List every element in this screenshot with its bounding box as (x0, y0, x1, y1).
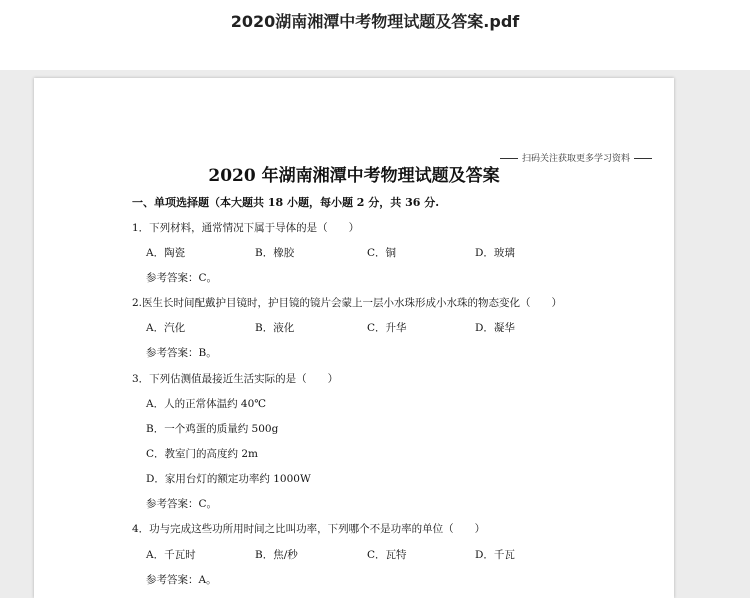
pdf-page (34, 78, 674, 598)
q2-option-d: D．凝华 (475, 322, 515, 334)
section-heading: 一、单项选择题（本大题共 18 小题，每小题 2 分，共 36 分. (132, 196, 440, 209)
q3-option-c: C．教室门的高度约 2m (146, 448, 259, 460)
question-4: 4．功与完成这些功所用时间之比叫功率，下列哪个不是功率的单位（ ） (132, 523, 486, 535)
dash-right (634, 158, 652, 159)
q2-option-a: A．汽化 (146, 322, 186, 334)
q2-option-b: B．液化 (255, 322, 295, 334)
q1-option-d: D．玻璃 (475, 247, 515, 259)
question-3: 3．下列估测值最接近生活实际的是（ ） (132, 373, 339, 385)
dash-left (500, 158, 518, 159)
viewer-titlebar (0, 0, 750, 70)
question-2: 2.医生长时间配戴护目镜时，护目镜的镜片会蒙上一层小水珠形成小水珠的物态变化（ ） (132, 297, 563, 309)
page-title: 2020 年湖南湘潭中考物理试题及答案 (208, 166, 500, 186)
q3-option-b: B．一个鸡蛋的质量约 500g (146, 423, 279, 435)
q3-answer: 参考答案：C。 (146, 498, 218, 510)
q1-option-a: A．陶瓷 (146, 247, 186, 259)
q4-option-b: B．焦/秒 (255, 549, 298, 561)
q4-option-c: C．瓦特 (367, 549, 407, 561)
q1-answer: 参考答案：C。 (146, 272, 218, 284)
q1-option-c: C．铜 (367, 247, 397, 259)
q1-option-b: B．橡胶 (255, 247, 295, 259)
q4-option-a: A．千瓦时 (146, 549, 196, 561)
q4-option-d: D．千瓦 (475, 549, 515, 561)
q3-option-a: A．人的正常体温约 40℃ (146, 398, 267, 410)
document-filename: 2020湖南湘潭中考物理试题及答案.pdf (230, 12, 520, 31)
q3-option-d: D．家用台灯的额定功率约 1000W (146, 473, 311, 485)
header-note-text: 扫码关注获取更多学习资料 (521, 154, 630, 164)
question-1: 1．下列材料，通常情况下属于导体的是（ ） (132, 222, 360, 234)
q2-answer: 参考答案：B。 (146, 347, 217, 359)
q2-option-c: C．升华 (367, 322, 407, 334)
q4-answer: 参考答案：A。 (146, 574, 217, 586)
